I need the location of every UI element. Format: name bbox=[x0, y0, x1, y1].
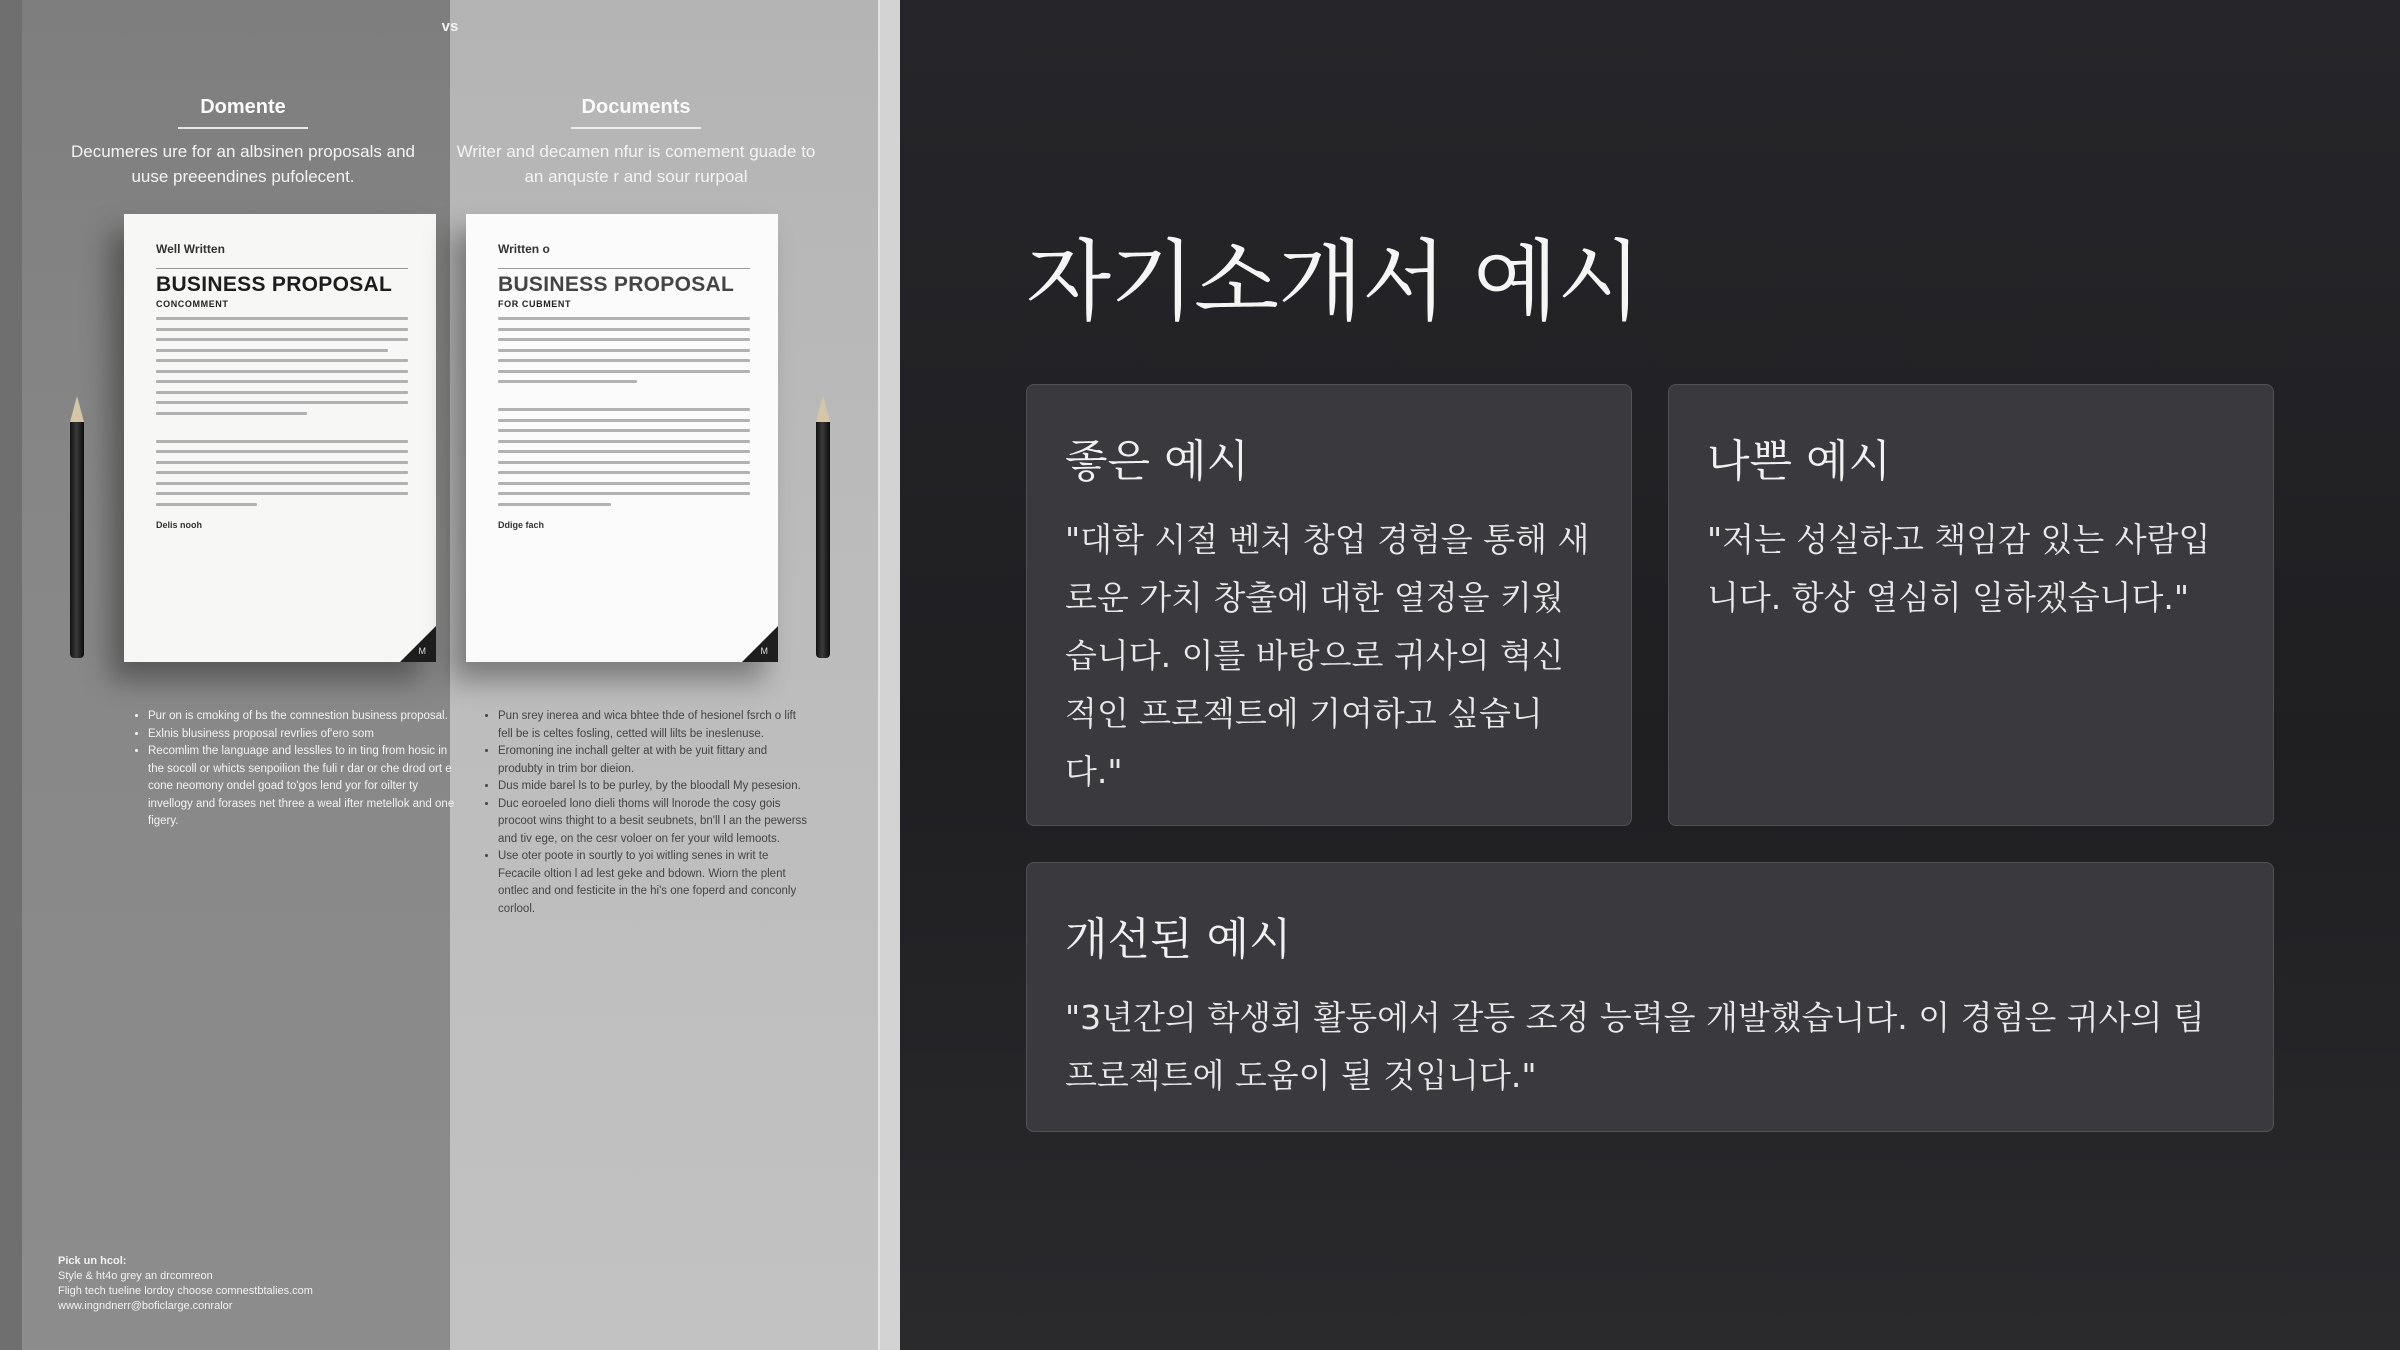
doc-title: BUSINESS PROPOSAL bbox=[156, 273, 393, 296]
left-column-heading: Domente bbox=[200, 96, 286, 118]
pencil-icon bbox=[70, 396, 84, 666]
list-item: • Pun srey inerea and wica bhtee thde of hesionel fsrch o lift fell be is celtes fosling, cetted will lilts be ineslenuse. bbox=[498, 708, 812, 743]
right-half-background bbox=[450, 0, 878, 1350]
card-text: "3년간의 학생회 활동에서 갈등 조정 능력을 개발했습니다. 이 경험은 귀사의 팀 프로젝트에 도움이 될 것입니다." bbox=[1065, 998, 2205, 1095]
list-item: • Exlnis blusiness proposal revrlies of'ero som bbox=[148, 726, 462, 744]
good-example-card bbox=[1026, 384, 1632, 826]
comparison-image bbox=[0, 0, 900, 1350]
footer-title: Pick un hcol: bbox=[58, 1255, 127, 1267]
improved-example-card bbox=[1026, 862, 2274, 1132]
doc-title: BUSINESS PROPOSAL bbox=[498, 273, 735, 296]
list-item: • Use oter poote in sourtly to yoi witling senes in writ te Fecacile oltion l ad lest geke and bdown. Wiorn the plent ontlec and ond festicite in the hi's one foperd and conconly corlool. bbox=[498, 848, 812, 918]
left-half-background bbox=[22, 0, 450, 1350]
divider bbox=[178, 127, 308, 129]
list-item: • Eromoning ine inchall gelter at with be yuit fittary and produbty in trim bor dieion. bbox=[498, 743, 812, 778]
doc-corner-logo bbox=[400, 626, 436, 662]
doc-corner-mark: M bbox=[760, 646, 768, 656]
divider bbox=[571, 127, 701, 129]
doc-small-head: Well Written bbox=[156, 242, 408, 269]
left-column-header bbox=[63, 96, 423, 189]
right-bullet-list bbox=[482, 708, 812, 918]
image-footer-notes bbox=[58, 1254, 418, 1314]
footer-line: www.ingndnerr@boficlarge.conralor bbox=[58, 1300, 233, 1312]
list-item: • Duc eoroeled lono dieli thoms will lnorode the cosy gois procoot wins thight to a besit seubnets, bn'll l an the pewerss and tiv ege, on the cesr voloer on fer your wild lemoots. bbox=[498, 796, 812, 849]
right-edge-strip bbox=[878, 0, 900, 1350]
doc-signature: Delis nooh bbox=[156, 519, 203, 530]
footer-line: Fligh tech tueline lordoy choose comnestbtalies.com bbox=[58, 1285, 313, 1297]
footer-line: Style & ht4o grey an drcomreon bbox=[58, 1270, 213, 1282]
slide-title: 자기소개서 예시 bbox=[1026, 230, 1642, 333]
left-document bbox=[124, 214, 436, 662]
doc-subtitle: CONCOMMENT bbox=[156, 299, 229, 309]
left-bullet-list bbox=[132, 708, 462, 831]
right-column-header bbox=[456, 96, 816, 189]
doc-signature: Ddige fach bbox=[498, 519, 545, 530]
right-document bbox=[466, 214, 778, 662]
card-heading: 좋은 예시 bbox=[1065, 436, 1250, 487]
doc-corner-mark: M bbox=[418, 646, 426, 656]
bad-example-card bbox=[1668, 384, 2274, 826]
list-item: • Pur on is cmoking of bs the comnestion business proposal. bbox=[148, 708, 462, 726]
card-heading: 나쁜 예시 bbox=[1707, 436, 1892, 487]
doc-subtitle: FOR CUBMENT bbox=[498, 299, 572, 309]
doc-small-head: Written o bbox=[498, 242, 750, 269]
card-heading: 개선된 예시 bbox=[1065, 914, 1292, 965]
right-column-caption: Writer and decamen nfur is comement guade to an anquste r and sour rurpoal bbox=[456, 142, 816, 186]
left-column-caption: Decumeres ure for an albsinen proposals and uuse preeendines pufolecent. bbox=[71, 142, 415, 186]
list-item: • Dus mide barel ls to be purley, by the bloodall My pesesion. bbox=[498, 778, 812, 796]
pencil-icon bbox=[816, 396, 830, 666]
doc-corner-logo bbox=[742, 626, 778, 662]
card-text: "대학 시절 벤처 창업 경험을 통해 새로운 가치 창출에 대한 열정을 키웠습니다. 이를 바탕으로 귀사의 혁신적인 프로젝트에 기여하고 싶습니다." bbox=[1065, 520, 1590, 791]
right-column-heading: Documents bbox=[581, 96, 691, 118]
card-text: "저는 성실하고 책임감 있는 사람입니다. 항상 열심히 일하겠습니다." bbox=[1707, 520, 2211, 617]
list-item: • Recomlim the language and lesslles to in ting from hosic in the socoll or whicts senpoilion the fuli r dar or che drod ort e cone neomony ondel goad to'gos lend yor for oilter ty invellogy and forases net three a weal ifter metellok and one figery. bbox=[148, 743, 462, 831]
left-edge-strip bbox=[0, 0, 22, 1350]
vs-label: vs bbox=[441, 18, 459, 35]
